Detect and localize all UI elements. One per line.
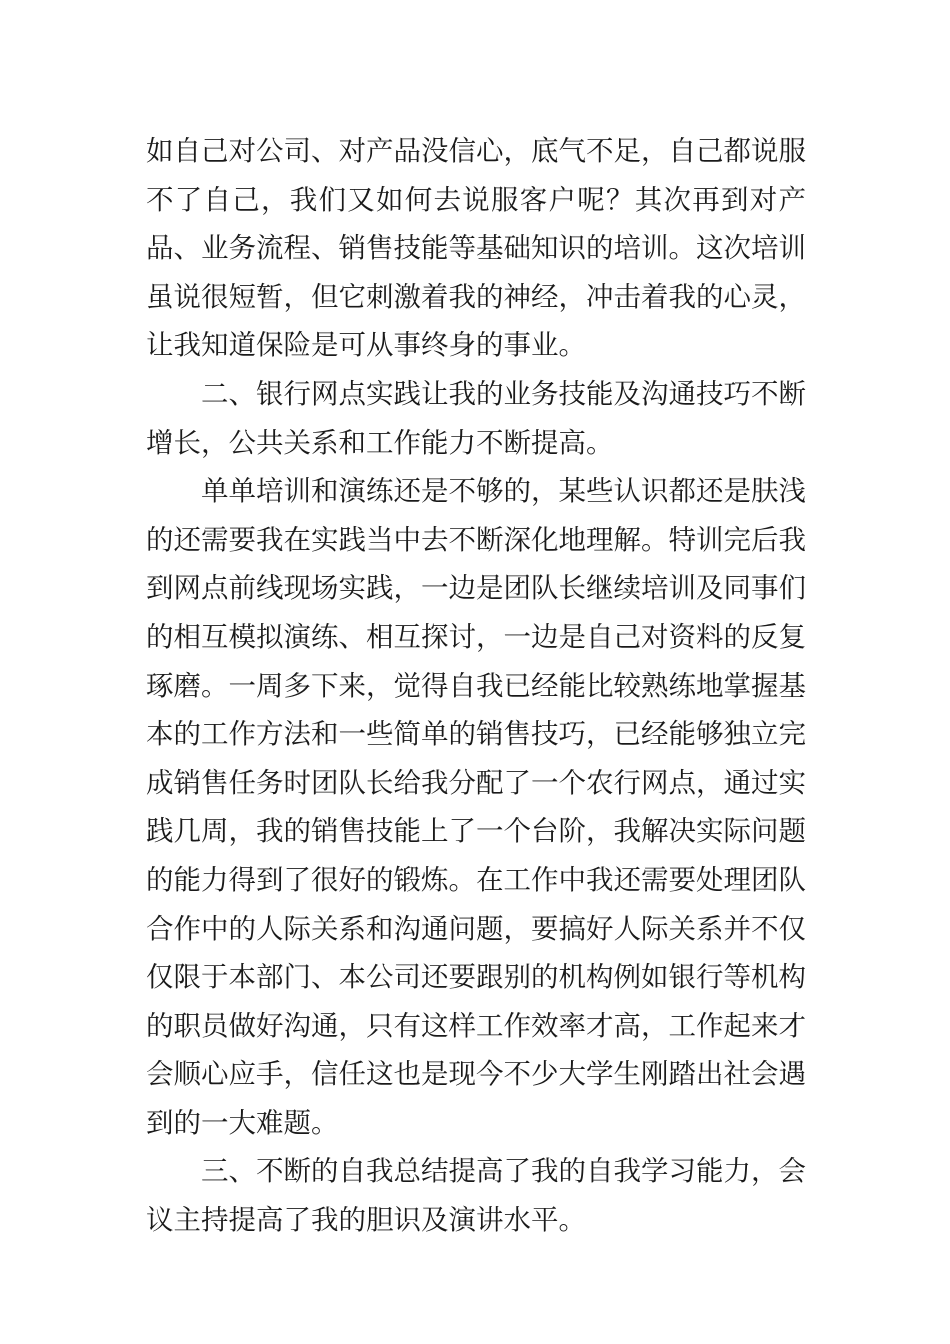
section-heading-two: 二、银行网点实践让我的业务技能及沟通技巧不断增长，公共关系和工作能力不断提高。 [146, 377, 806, 459]
section-heading-three: 三、不断的自我总结提高了我的自我学习能力，会议主持提高了我的胆识及演讲水平。 [146, 1155, 806, 1237]
body-text [146, 127, 806, 1245]
paragraph-practice: 单单培训和演练还是不够的，某些认识都还是肤浅的还需要我在实践当中去不断深化地理解。特训完后我到网点前线现场实践，一边是团队长继续培训及同事们的相互模拟演练、相互探讨，一边是自己对资料的反复琢磨。一周多下来，觉得自我已经能比较熟练地掌握基本的工作方法和一些简单的销售技巧，已经能够独立完成销售任务时团队长给我分配了一个农行网点，通过实践几周，我的销售技能上了一个台阶，我解决实际问题的能力得到了很好的锻炼。在工作中我还需要处理团队合作中的人际关系和沟通问题，要搞好人际关系并不仅仅限于本部门、本公司还要跟别的机构例如银行等机构的职员做好沟通，只有这样工作效率才高，工作起来才会顺心应手，信任这也是现今不少大学生刚踏出社会遇到的一大难题。 [146, 475, 806, 1139]
paragraph-continuation: 如自己对公司、对产品没信心，底气不足，自己都说服不了自己，我们又如何去说服客户呢？其次再到对产品、业务流程、销售技能等基础知识的培训。这次培训虽说很短暂，但它刺激着我的神经，冲击着我的心灵，让我知道保险是可从事终身的事业。 [146, 135, 806, 362]
